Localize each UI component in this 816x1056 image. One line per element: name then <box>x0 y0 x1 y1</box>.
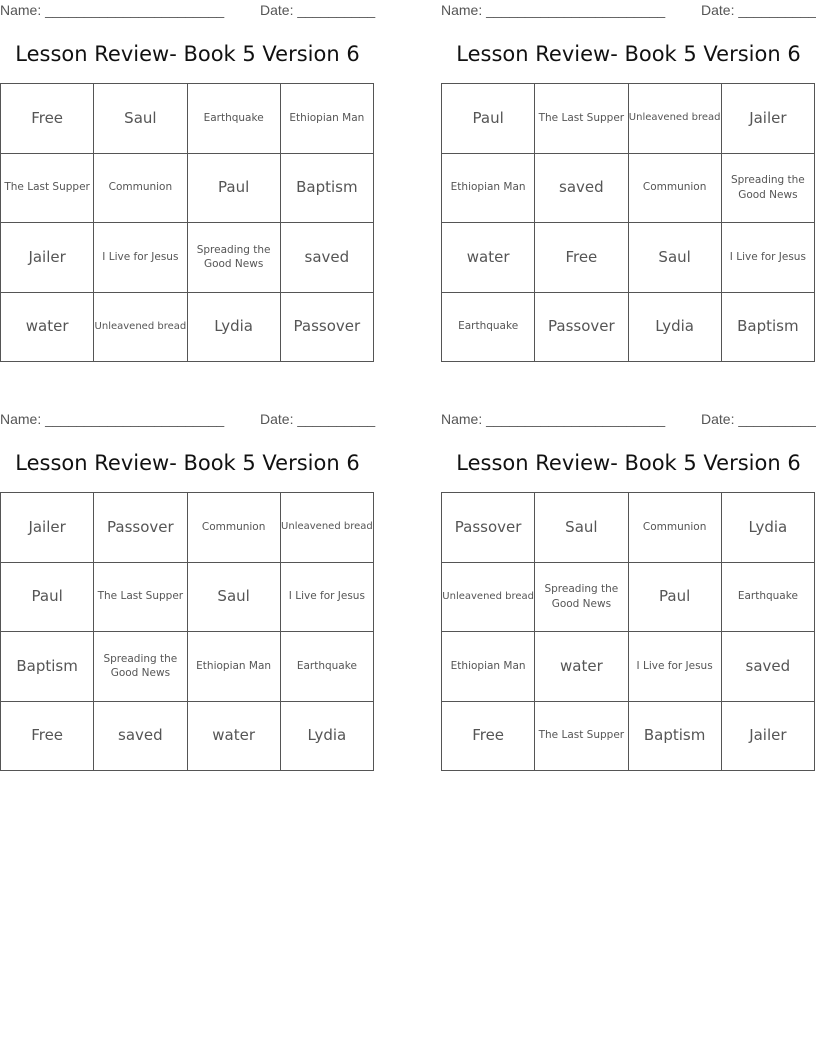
grid-cell: Passover <box>442 493 535 563</box>
grid-cell: Jailer <box>722 84 815 154</box>
grid-cell: Communion <box>629 154 722 224</box>
grid-cell: water <box>188 702 281 772</box>
grid-cell: Free <box>1 702 94 772</box>
date-field: Date: __________ <box>701 2 816 18</box>
grid-cell: water <box>1 293 94 363</box>
grid-cell: Lydia <box>629 293 722 363</box>
bingo-grid <box>441 83 815 362</box>
grid-cell: Ethiopian Man <box>281 84 374 154</box>
grid-cell: Baptism <box>1 632 94 702</box>
grid-cell: Communion <box>94 154 187 224</box>
grid-cell: Lydia <box>722 493 815 563</box>
grid-cell: Unleavened bread <box>281 493 374 563</box>
name-date-line <box>441 411 816 429</box>
name-field: Name: _______________________ <box>441 411 666 427</box>
bingo-card <box>0 409 375 774</box>
grid-cell: The Last Supper <box>94 563 187 633</box>
bingo-grid <box>441 492 815 771</box>
grid-cell: Ethiopian Man <box>442 632 535 702</box>
grid-cell: Spreading the Good News <box>722 154 815 224</box>
grid-cell: Passover <box>281 293 374 363</box>
grid-cell: Saul <box>535 493 628 563</box>
grid-cell: Communion <box>629 493 722 563</box>
grid-cell: Earthquake <box>281 632 374 702</box>
bingo-grid <box>0 83 374 362</box>
grid-cell: Paul <box>442 84 535 154</box>
grid-cell: Baptism <box>281 154 374 224</box>
name-field: Name: _______________________ <box>0 2 225 18</box>
grid-cell: I Live for Jesus <box>281 563 374 633</box>
grid-cell: saved <box>722 632 815 702</box>
name-date-line <box>0 411 375 429</box>
bingo-card <box>441 409 816 774</box>
grid-cell: I Live for Jesus <box>94 223 187 293</box>
grid-cell: Communion <box>188 493 281 563</box>
grid-cell: Lydia <box>188 293 281 363</box>
grid-cell: Free <box>1 84 94 154</box>
grid-cell: saved <box>94 702 187 772</box>
grid-cell: Ethiopian Man <box>188 632 281 702</box>
grid-cell: Saul <box>629 223 722 293</box>
grid-cell: Baptism <box>722 293 815 363</box>
date-field: Date: __________ <box>260 2 376 18</box>
grid-cell: Earthquake <box>442 293 535 363</box>
name-date-line <box>0 2 375 20</box>
grid-cell: water <box>535 632 628 702</box>
grid-cell: Jailer <box>1 493 94 563</box>
grid-cell: Spreading the Good News <box>535 563 628 633</box>
grid-cell: Jailer <box>1 223 94 293</box>
grid-cell: Ethiopian Man <box>442 154 535 224</box>
grid-cell: Paul <box>188 154 281 224</box>
date-field: Date: __________ <box>701 411 816 427</box>
grid-cell: Paul <box>1 563 94 633</box>
bingo-card <box>441 0 816 365</box>
grid-cell: Baptism <box>629 702 722 772</box>
grid-cell: The Last Supper <box>535 84 628 154</box>
grid-cell: water <box>442 223 535 293</box>
name-field: Name: _______________________ <box>441 2 666 18</box>
grid-cell: Passover <box>535 293 628 363</box>
grid-cell: Free <box>442 702 535 772</box>
grid-cell: Earthquake <box>722 563 815 633</box>
grid-cell: I Live for Jesus <box>629 632 722 702</box>
grid-cell: Jailer <box>722 702 815 772</box>
grid-cell: Saul <box>94 84 187 154</box>
bingo-grid <box>0 492 374 771</box>
card-title: Lesson Review- Book 5 Version 6 <box>15 451 360 475</box>
grid-cell: Free <box>535 223 628 293</box>
grid-cell: Spreading the Good News <box>94 632 187 702</box>
date-field: Date: __________ <box>260 411 376 427</box>
grid-cell: Earthquake <box>188 84 281 154</box>
grid-cell: Unleavened bread <box>94 293 187 363</box>
grid-cell: Spreading the Good News <box>188 223 281 293</box>
grid-cell: Passover <box>94 493 187 563</box>
grid-cell: saved <box>281 223 374 293</box>
card-title: Lesson Review- Book 5 Version 6 <box>456 451 801 475</box>
grid-cell: Lydia <box>281 702 374 772</box>
grid-cell: Paul <box>629 563 722 633</box>
card-title: Lesson Review- Book 5 Version 6 <box>15 42 360 66</box>
card-title: Lesson Review- Book 5 Version 6 <box>456 42 801 66</box>
grid-cell: The Last Supper <box>1 154 94 224</box>
grid-cell: saved <box>535 154 628 224</box>
name-field: Name: _______________________ <box>0 411 225 427</box>
grid-cell: Unleavened bread <box>629 84 722 154</box>
name-date-line <box>441 2 816 20</box>
grid-cell: Saul <box>188 563 281 633</box>
grid-cell: The Last Supper <box>535 702 628 772</box>
grid-cell: I Live for Jesus <box>722 223 815 293</box>
grid-cell: Unleavened bread <box>442 563 535 633</box>
bingo-card <box>0 0 375 365</box>
